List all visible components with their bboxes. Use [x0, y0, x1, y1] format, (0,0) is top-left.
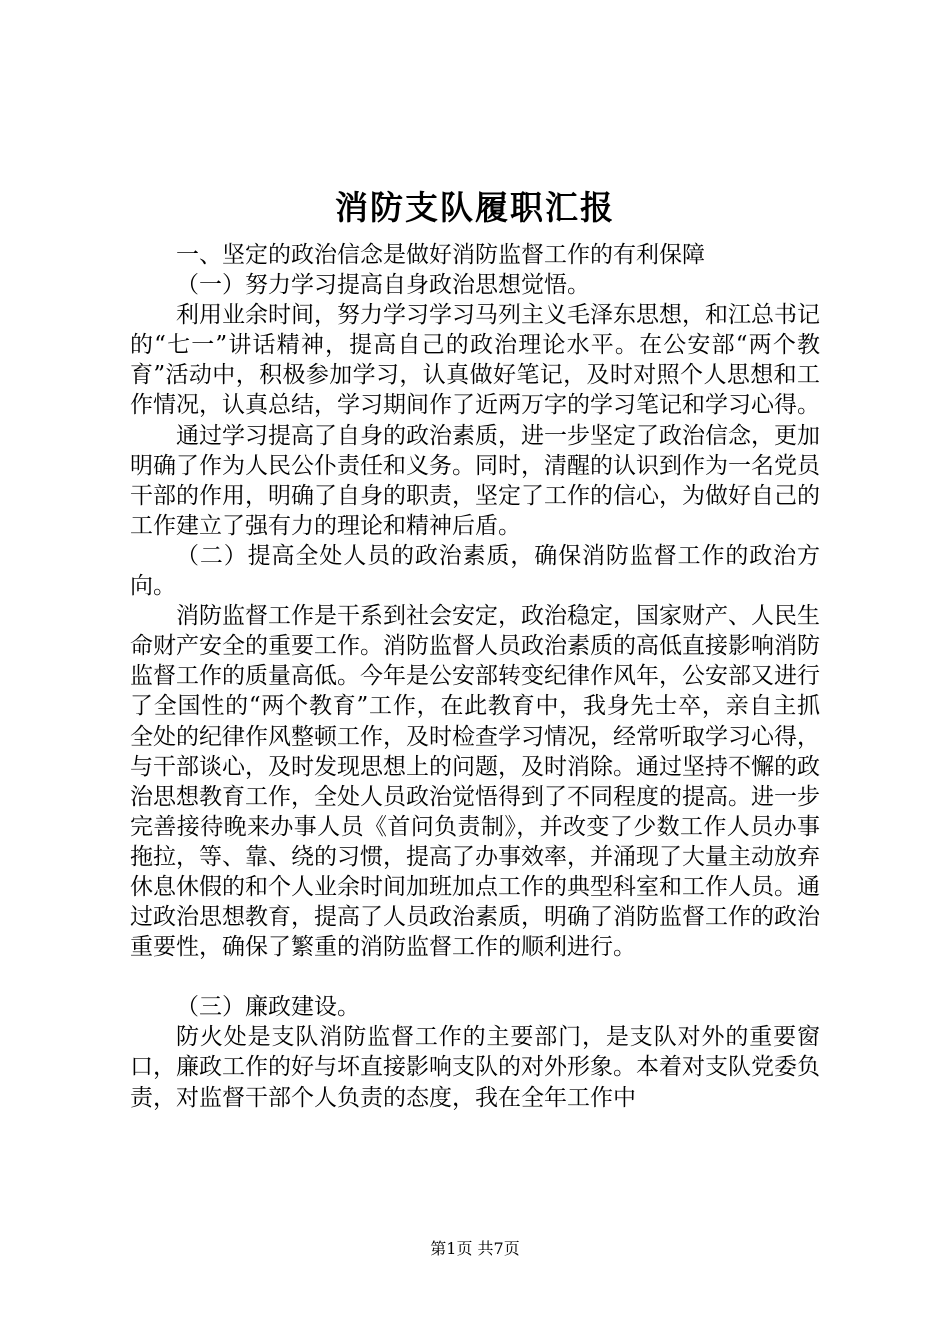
body-paragraph: 利用业余时间，努力学习学习马列主义毛泽东思想，和江总书记的“七一”讲话精神，提高自己的政治理论水平。在公安部“两个教育”活动中，积极参加学习，认真做好笔记，及时对照个人思想和工作情况，认真总结，学习期间作了近两万字的学习笔记和学习心得。: [130, 302, 820, 419]
body-paragraph: 防火处是支队消防监督工作的主要部门，是支队对外的重要窗口，廉政工作的好与坏直接影响支队的对外形象。本着对支队党委负责，对监督干部个人负责的态度，我在全年工作中: [130, 1024, 820, 1111]
section-heading-1: 一、坚定的政治信念是做好消防监督工作的有利保障: [176, 242, 705, 268]
body-paragraph: 通过学习提高了自身的政治素质，进一步坚定了政治信念，更加明确了作为人民公仆责任和义务。同时，清醒的认识到作为一名党员干部的作用，明确了自身的职责，坚定了工作的信心，为做好自己的工作建立了强有力的理论和精神后盾。: [130, 422, 820, 539]
page-footer: 第1页 共7页: [430, 1239, 520, 1258]
document-body: [130, 240, 820, 1113]
body-paragraph: 消防监督工作是干系到社会安定，政治稳定，国家财产、人民生命财产安全的重要工作。消防监督人员政治素质的高低直接影响消防监督工作的质量高低。今年是公安部转变纪律作风年，公安部又进行了全国性的“两个教育”工作，在此教育中，我身先士卒，亲自主抓全处的纪律作风整顿工作，及时检查学习情况，经常听取学习心得，与干部谈心，及时发现思想上的问题，及时消除。通过坚持不懈的政治思想教育工作，全处人员政治觉悟得到了不同程度的提高。进一步完善接待晚来办事人员《首问负责制》，并改变了少数工作人员办事拖拉，等、靠、绕的习惯，提高了办事效率，并涌现了大量主动放弃休息休假的和个人业余时间加班加点工作的典型科室和工作人员。通过政治思想教育，提高了人员政治素质，明确了消防监督工作的政治重要性，确保了繁重的消防监督工作的顺利进行。: [130, 603, 820, 961]
subsection-heading-1: （一）努力学习提高自身政治思想觉悟。: [176, 272, 590, 299]
document-title: 消防支队履职汇报: [335, 188, 615, 227]
subsection-heading-2: （二）提高全处人员的政治素质，确保消防监督工作的政治方向。: [130, 542, 820, 600]
paragraph-spacer: [130, 962, 820, 992]
subsection-heading-3: （三）廉政建设。: [176, 994, 360, 1021]
